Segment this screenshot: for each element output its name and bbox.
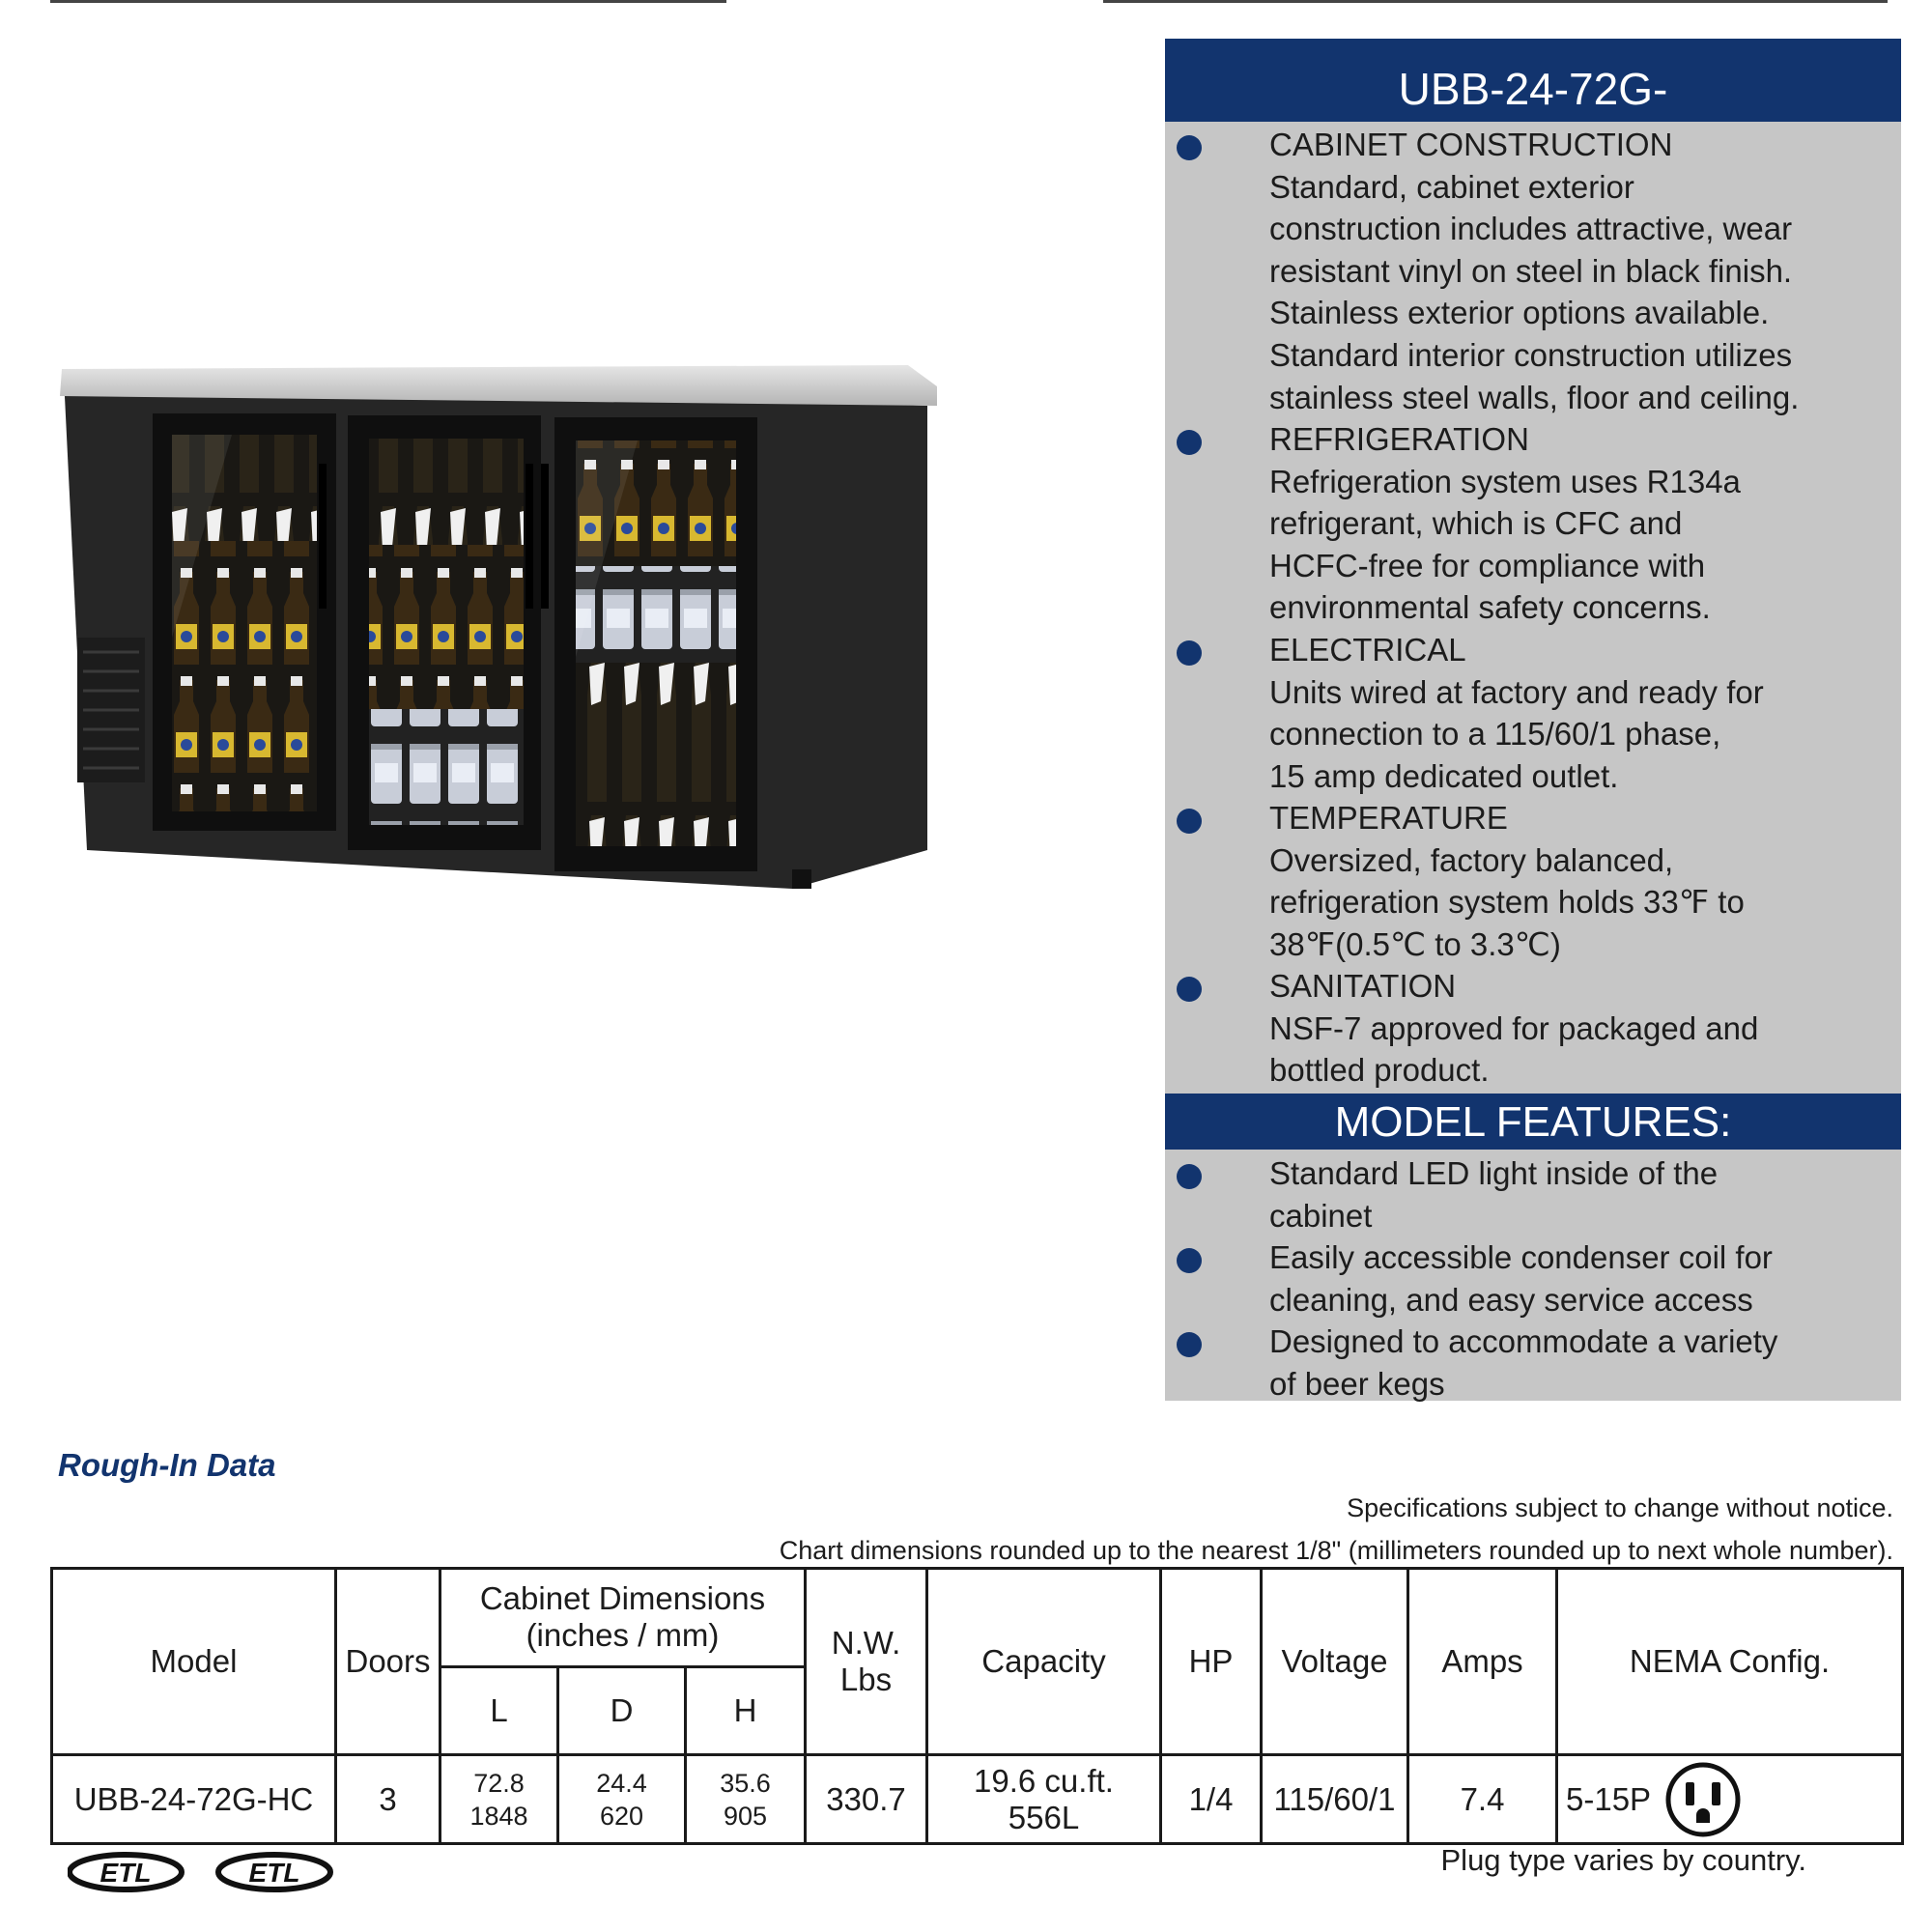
rough-in-title: Rough-In Data [58, 1447, 276, 1483]
cell-voltage: 115/60/1 [1262, 1755, 1408, 1844]
cell-net-weight: 330.7 [806, 1755, 927, 1844]
cell-capacity: 19.6 cu.ft. 556L [927, 1755, 1161, 1844]
header-voltage: Voltage [1262, 1569, 1408, 1755]
svg-text:ETL: ETL [99, 1858, 152, 1888]
spec-panel [1165, 39, 1901, 1401]
plug-outlet-icon [1664, 1761, 1742, 1838]
nema-value: 5-15P [1566, 1780, 1652, 1817]
header-hp: HP [1161, 1569, 1262, 1755]
spec-text: TEMPERATURE Oversized, factory balanced, refrigeration system holds 33℉ to 38℉(0.5℃ to 3.3℃) [1269, 800, 1745, 962]
cell-height: 35.6 905 [686, 1755, 806, 1844]
bullet-icon [1177, 430, 1202, 455]
table-row [52, 1755, 1903, 1844]
header-row [52, 1569, 1903, 1667]
header-amps: Amps [1408, 1569, 1557, 1755]
plug-type-note: Plug type varies by country. [1440, 1843, 1806, 1877]
header-nema: NEMA Config. [1557, 1569, 1903, 1755]
spec-text: CABINET CONSTRUCTION Standard, cabinet exterior construction includes attractive, wear resistant vinyl on steel in black finish. Stainless exterior options available. Standard interior construction utilizes stainless steel walls, floor and ceiling. [1269, 127, 1800, 415]
cell-hp: 1/4 [1161, 1755, 1262, 1844]
header-model: Model [52, 1569, 336, 1755]
spec-change-note: Specifications subject to change without notice. [1347, 1493, 1893, 1522]
etl-logo [70, 1855, 182, 1889]
cell-length: 72.8 1848 [440, 1755, 558, 1844]
header-cabinet-dimensions: Cabinet Dimensions (inches / mm) [440, 1569, 806, 1667]
bullet-icon [1177, 135, 1202, 160]
spec-text: REFRIGERATION Refrigeration system uses R134a refrigerant, which is CFC and HCFC-free for compliance with environmental safety concerns. [1269, 421, 1741, 626]
product-photo [58, 348, 956, 908]
cell-nema [1557, 1755, 1903, 1844]
etl-certification-logos [68, 1851, 338, 1893]
spec-text: SANITATION NSF-7 approved for packaged and bottled product. [1269, 968, 1759, 1089]
svg-text:ETL: ETL [248, 1858, 300, 1888]
feature-text: Easily accessible condenser coil for cleaning, and easy service access [1269, 1239, 1773, 1318]
cell-amps: 7.4 [1408, 1755, 1557, 1844]
etl-logo [218, 1855, 330, 1889]
dimension-rounding-note: Chart dimensions rounded up to the nearest 1/8" (millimeters rounded up to next whole number). [779, 1536, 1893, 1565]
bullet-icon [1177, 1248, 1202, 1273]
header-depth: D [558, 1666, 686, 1755]
bullet-icon [1177, 977, 1202, 1002]
cell-doors: 3 [336, 1755, 440, 1844]
top-divider-left [50, 0, 726, 3]
bullet-icon [1177, 809, 1202, 834]
bullet-icon [1177, 640, 1202, 666]
model-features-band: MODEL FEATURES: [1165, 1094, 1901, 1150]
rough-in-table [50, 1567, 1904, 1845]
header-net-weight: N.W. Lbs [806, 1569, 927, 1755]
feature-text: Designed to accommodate a variety of beer kegs [1269, 1323, 1778, 1402]
model-title-band: UBB-24-72G- [1165, 39, 1901, 122]
header-doors: Doors [336, 1569, 440, 1755]
cell-model: UBB-24-72G-HC [52, 1755, 336, 1844]
header-capacity: Capacity [927, 1569, 1161, 1755]
header-height: H [686, 1666, 806, 1755]
feature-text: Standard LED light inside of the cabinet [1269, 1155, 1719, 1234]
header-length: L [440, 1666, 558, 1755]
top-divider-right [1103, 0, 1888, 3]
bullet-icon [1177, 1332, 1202, 1357]
bullet-icon [1177, 1164, 1202, 1189]
cell-depth: 24.4 620 [558, 1755, 686, 1844]
spec-text: ELECTRICAL Units wired at factory and ready for connection to a 115/60/1 phase, 15 amp dedicated outlet. [1269, 632, 1764, 794]
